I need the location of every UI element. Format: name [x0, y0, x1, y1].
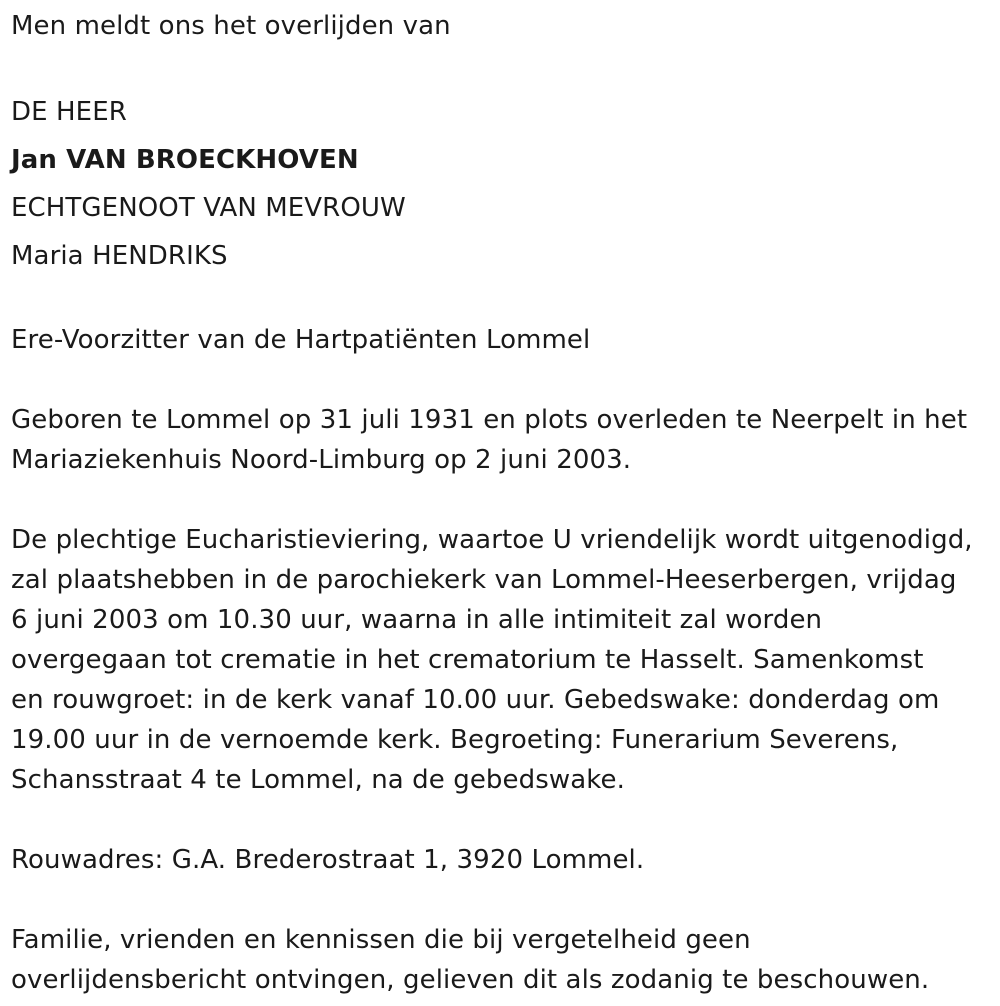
spouse-prefix: ECHTGENOOT VAN MEVROUW	[11, 193, 406, 223]
deceased-name: Jan VAN BROECKHOVEN	[11, 145, 359, 175]
paragraph-line: 19.00 uur in de vernoemde kerk. Begroeting: Funerarium Severens,	[11, 725, 899, 755]
paragraph-line: zal plaatshebben in de parochiekerk van Lommel-Heeserbergen, vrijdag	[11, 565, 957, 595]
closing-paragraph	[11, 920, 996, 1000]
paragraph-line: De plechtige Eucharistieviering, waartoe U vriendelijk wordt uitgenodigd,	[11, 525, 973, 555]
intro-text: Men meldt ons het overlijden van	[11, 11, 451, 41]
mourning-address: Rouwadres: G.A. Brederostraat 1, 3920 Lommel.	[11, 845, 645, 875]
paragraph-line: Familie, vrienden en kennissen die bij vergetelheid geen	[11, 925, 751, 955]
role-text: Ere-Voorzitter van de Hartpatiënten Lommel	[11, 325, 591, 355]
paragraph-line: overgegaan tot crematie in het crematorium te Hasselt. Samenkomst	[11, 645, 924, 675]
paragraph-line: overlijdensbericht ontvingen, gelieven dit als zodanig te beschouwen.	[11, 965, 930, 995]
obituary-notice	[11, 6, 996, 1000]
paragraph-line: Schansstraat 4 te Lommel, na de gebedswake.	[11, 765, 625, 795]
honorific: DE HEER	[11, 97, 127, 127]
birth-death-paragraph	[11, 400, 996, 480]
spouse-name: Maria HENDRIKS	[11, 241, 228, 271]
paragraph-line: Geboren te Lommel op 31 juli 1931 en plots overleden te Neerpelt in het	[11, 405, 968, 435]
ceremony-paragraph	[11, 520, 996, 800]
paragraph-line: en rouwgroet: in de kerk vanaf 10.00 uur. Gebedswake: donderdag om	[11, 685, 940, 715]
paragraph-line: 6 juni 2003 om 10.30 uur, waarna in alle intimiteit zal worden	[11, 605, 823, 635]
paragraph-line: Mariaziekenhuis Noord-Limburg op 2 juni 2003.	[11, 445, 632, 475]
